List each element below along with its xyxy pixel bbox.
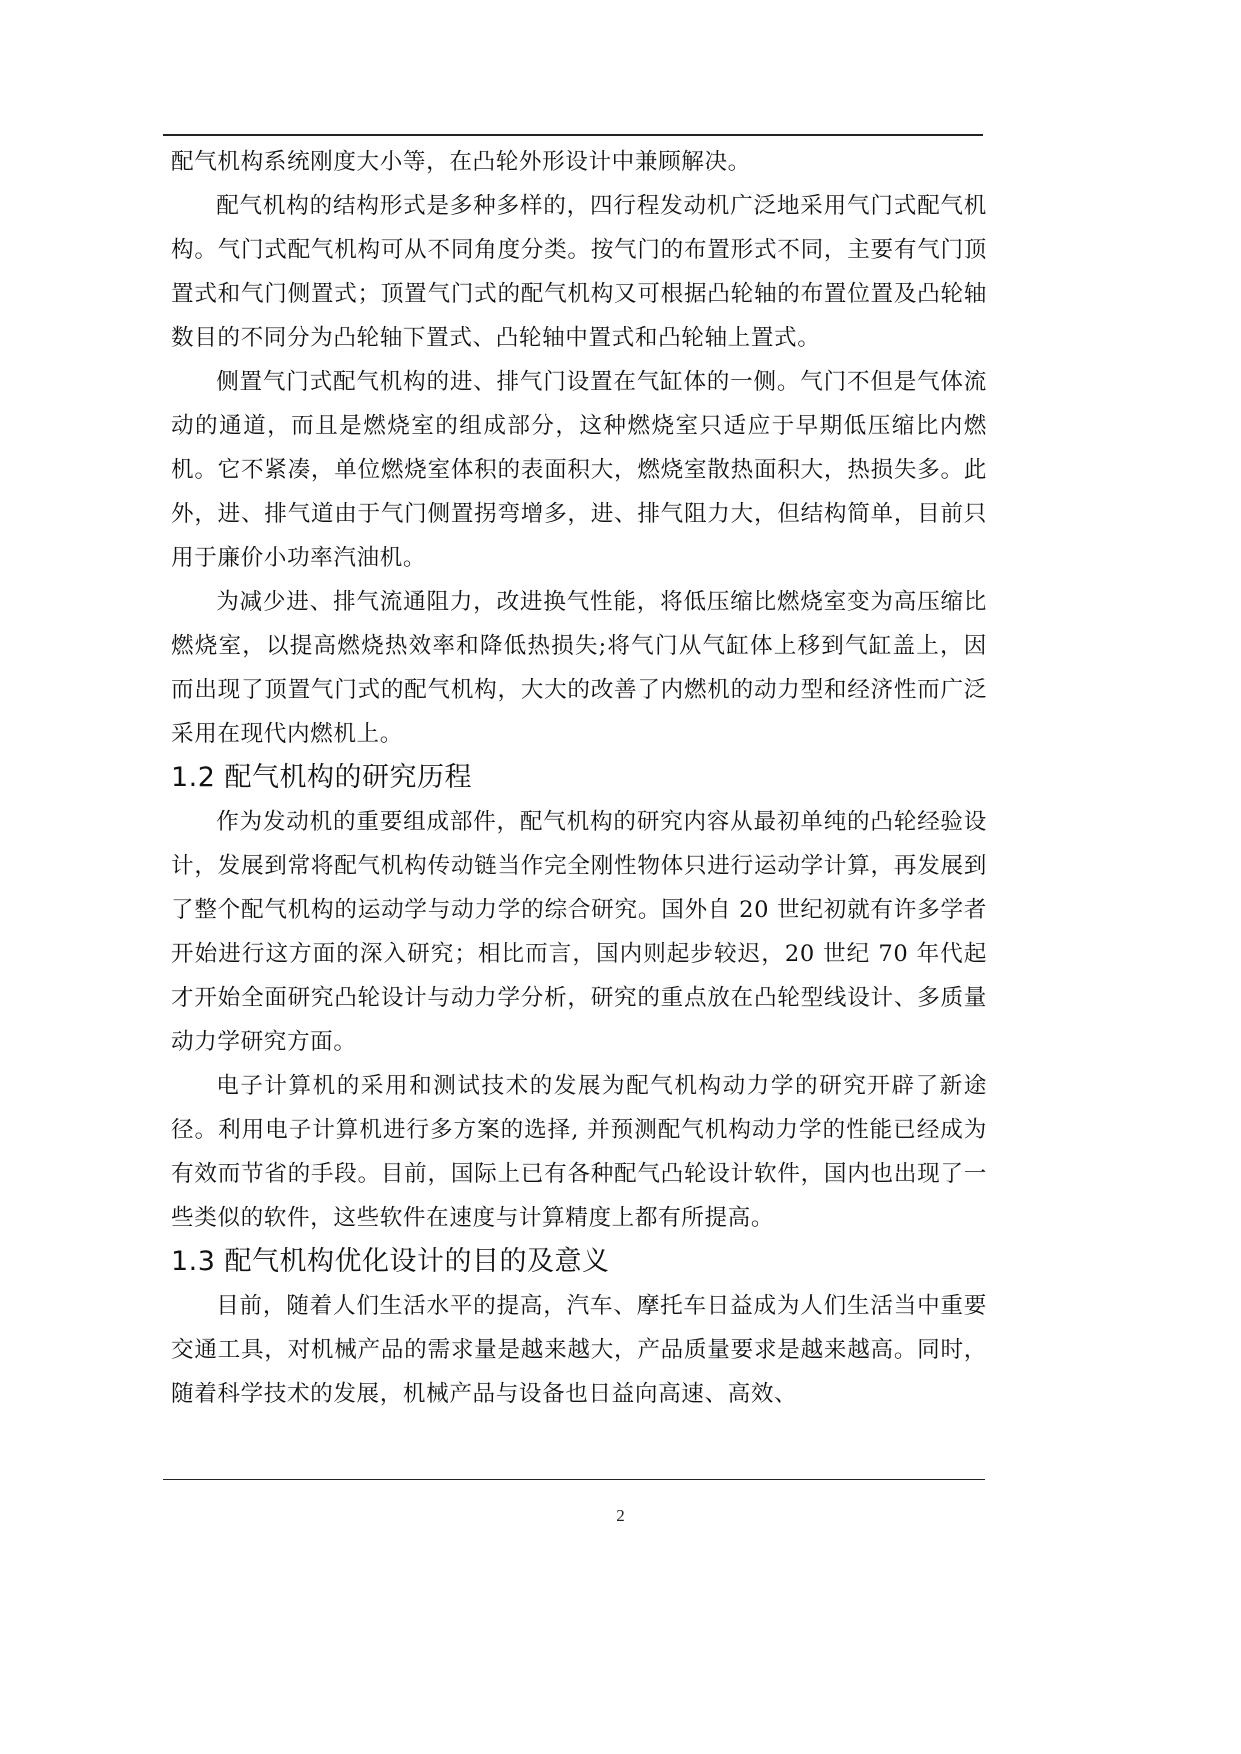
header-rule	[163, 134, 983, 136]
paragraph-side-valve: 侧置气门式配气机构的进、排气门设置在气缸体的一侧。气门不但是气体流动的通道，而且是燃烧室的组成部分，这种燃烧室只适应于早期低压缩比内燃机。它不紧凑，单位燃烧室体积的表面积大，燃烧室散热面积大，热损失多。此外，进、排气道由于气门侧置拐弯增多，进、排气阻力大，但结构简单，目前只用于廉价小功率汽油机。	[171, 369, 987, 571]
paragraph-research-history: 作为发动机的重要组成部件，配气机构的研究内容从最初单纯的凸轮经验设计，发展到常将配气机构传动链当作完全刚性物体只进行运动学计算，再发展到了整个配气机构的运动学与动力学的综合研究。国外自 20 世纪初就有许多学者开始进行这方面的深入研究；相比而言，国内则起步较迟，20 世纪 70 年代起才开始全面研究凸轮设计与动力学分析，研究的重点放在凸轮型线设计、多质量动力学研究方面。	[171, 809, 987, 1055]
paragraph-continuation: 配气机构系统刚度大小等，在凸轮外形设计中兼顾解决。	[171, 149, 751, 175]
page-number: 2	[616, 1506, 625, 1525]
paragraph-computer-methods: 电子计算机的采用和测试技术的发展为配气机构动力学的研究开辟了新途径。利用电子计算机进行多方案的选择, 并预测配气机构动力学的性能已经成为有效而节省的手段。目前，国际上已有各种配气凸轮设计软件，国内也出现了一些类似的软件，这些软件在速度与计算精度上都有所提高。	[171, 1073, 987, 1231]
paragraph-overhead-valve: 为减少进、排气流通阻力，改进换气性能，将低压缩比燃烧室变为高压缩比燃烧室，以提高燃烧热效率和降低热损失;将气门从气缸体上移到气缸盖上，因而出现了顶置气门式的配气机构，大大的改善了内燃机的动力型和经济性而广泛采用在现代内燃机上。	[171, 589, 987, 747]
section-heading-1-3: 1.3 配气机构优化设计的目的及意义	[171, 1246, 610, 1277]
footer-rule	[163, 1479, 985, 1480]
paragraph-optimization-purpose: 目前，随着人们生活水平的提高，汽车、摩托车日益成为人们生活当中重要交通工具，对机械产品的需求量是越来越大，产品质量要求是越来越高。同时，随着科学技术的发展，机械产品与设备也日益向高速、高效、	[171, 1293, 987, 1407]
section-heading-1-2: 1.2 配气机构的研究历程	[171, 762, 473, 793]
paragraph-valve-structure: 配气机构的结构形式是多种多样的，四行程发动机广泛地采用气门式配气机构。气门式配气机构可从不同角度分类。按气门的布置形式不同，主要有气门顶置式和气门侧置式；顶置气门式的配气机构又可根据凸轮轴的布置位置及凸轮轴数目的不同分为凸轮轴下置式、凸轮轴中置式和凸轮轴上置式。	[171, 193, 987, 351]
page-body	[171, 140, 987, 1416]
